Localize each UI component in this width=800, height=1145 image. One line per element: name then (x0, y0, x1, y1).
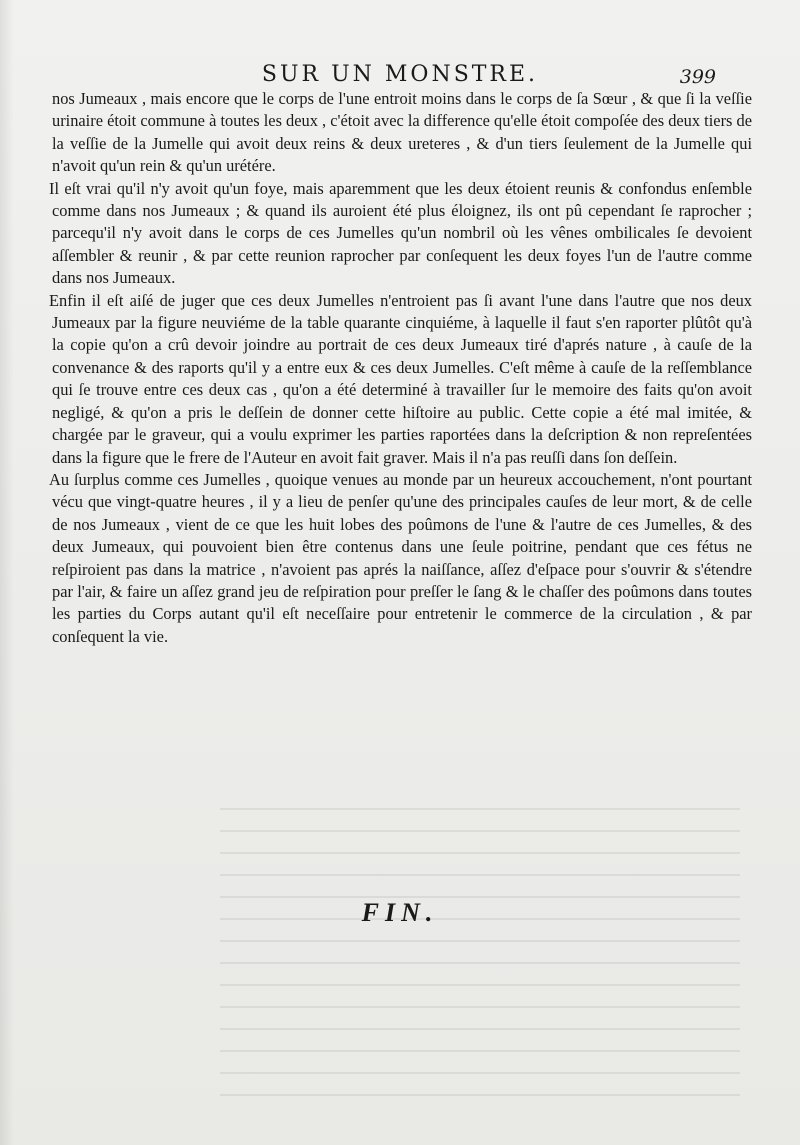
paragraph-3: Enfin il eſt aiſé de juger que ces deux Jumelles n'entroient pas ſi avant l'une dans l'autre que nos deux Jumeaux par la figure neuviéme de la table quarante cinquiéme, à laquelle il faut s'en raporter plûtôt qu'à la copie qu'on a crû devoir joindre au portrait de ces deux Jumeaux tiré d'aprés nature , à cauſe de la convenance & des raports qu'il y a entre eux & ces deux Jumelles. C'eſt même à cauſe de la reſſemblance qui ſe trouve entre ces deux cas , qu'on a été determiné à travailler ſur le memoire des faits qu'on avoit negligé, & qu'on a pris le deſſein de donner cette hiſtoire au public. Cette copie a été mal imitée, & chargée par le graveur, qui a voulu exprimer les parties raportées dans la deſcription & non repreſentées dans la figure que le frere de l'Auteur en avoit fait graver. Mais il n'a pas reuſſi dans ſon deſſein. (49, 290, 752, 467)
paragraph-4: Au ſurplus comme ces Jumelles , quoique venues au monde par un heureux accouchement, n'ont pourtant vécu que vingt-quatre heures , il y a lieu de penſer qu'une des principales cauſes de leur mort, & de celle de nos Jumeaux , vient de ce que les huit lobes des poûmons de l'une & l'autre de ces Jumelles, & des deux Jumeaux, qui pouvoient bien être contenus dans une ſeule poitrine, pendant que ces fétus ne reſpiroient pas dans la matrice , n'avoient pas aprés la naiſſance, aſſez d'eſpace pour s'ouvrir & s'étendre par l'air, & faire un aſſez grand jeu de reſpiration pour preſſer le ſang & le chaſſer des poûmons dans toutes les parties du Corps autant qu'il eſt neceſſaire pour entretenir le commerce de la circulation , & par conſequent la vie. (49, 469, 752, 646)
paragraph-2: Il eſt vrai qu'il n'y avoit qu'un foye, mais aparemment que les deux étoient reunis & confondus enſemble comme dans nos Jumeaux ; & quand ils auroient été plus éloignez, ils ont pû cependant ſe raprocher ; parcequ'il n'y avoit dans le corps de ces Jumelles qu'un nombril où les vênes ombilicales ſe devoient aſſembler & reunir , & par cette reunion raprocher par conſequent les deux foyes l'un de l'autre comme dans nos Jumeaux. (49, 178, 752, 288)
show-through-text (220, 808, 740, 1108)
paragraph-1: nos Jumeaux , mais encore que le corps de l'une entroit moins dans le corps de ſa Sœur , & que ſi la veſſie urinaire étoit commune à toutes les deux , c'étoit avec la difference qu'elle étoit compoſée des deux tiers de la veſſie de la Jumelle qui avoit deux reins & deux ureteres , & d'un tiers ſeulement de la Jumelle qui n'avoit qu'un rein & qu'un urétére. (52, 89, 752, 176)
page-edge-shadow (0, 0, 14, 1145)
body-text (49, 88, 752, 648)
closing-finis: FIN. (361, 898, 439, 927)
page-number: 399 (679, 66, 716, 88)
running-title: SUR UN MONSTRE. (261, 62, 539, 87)
